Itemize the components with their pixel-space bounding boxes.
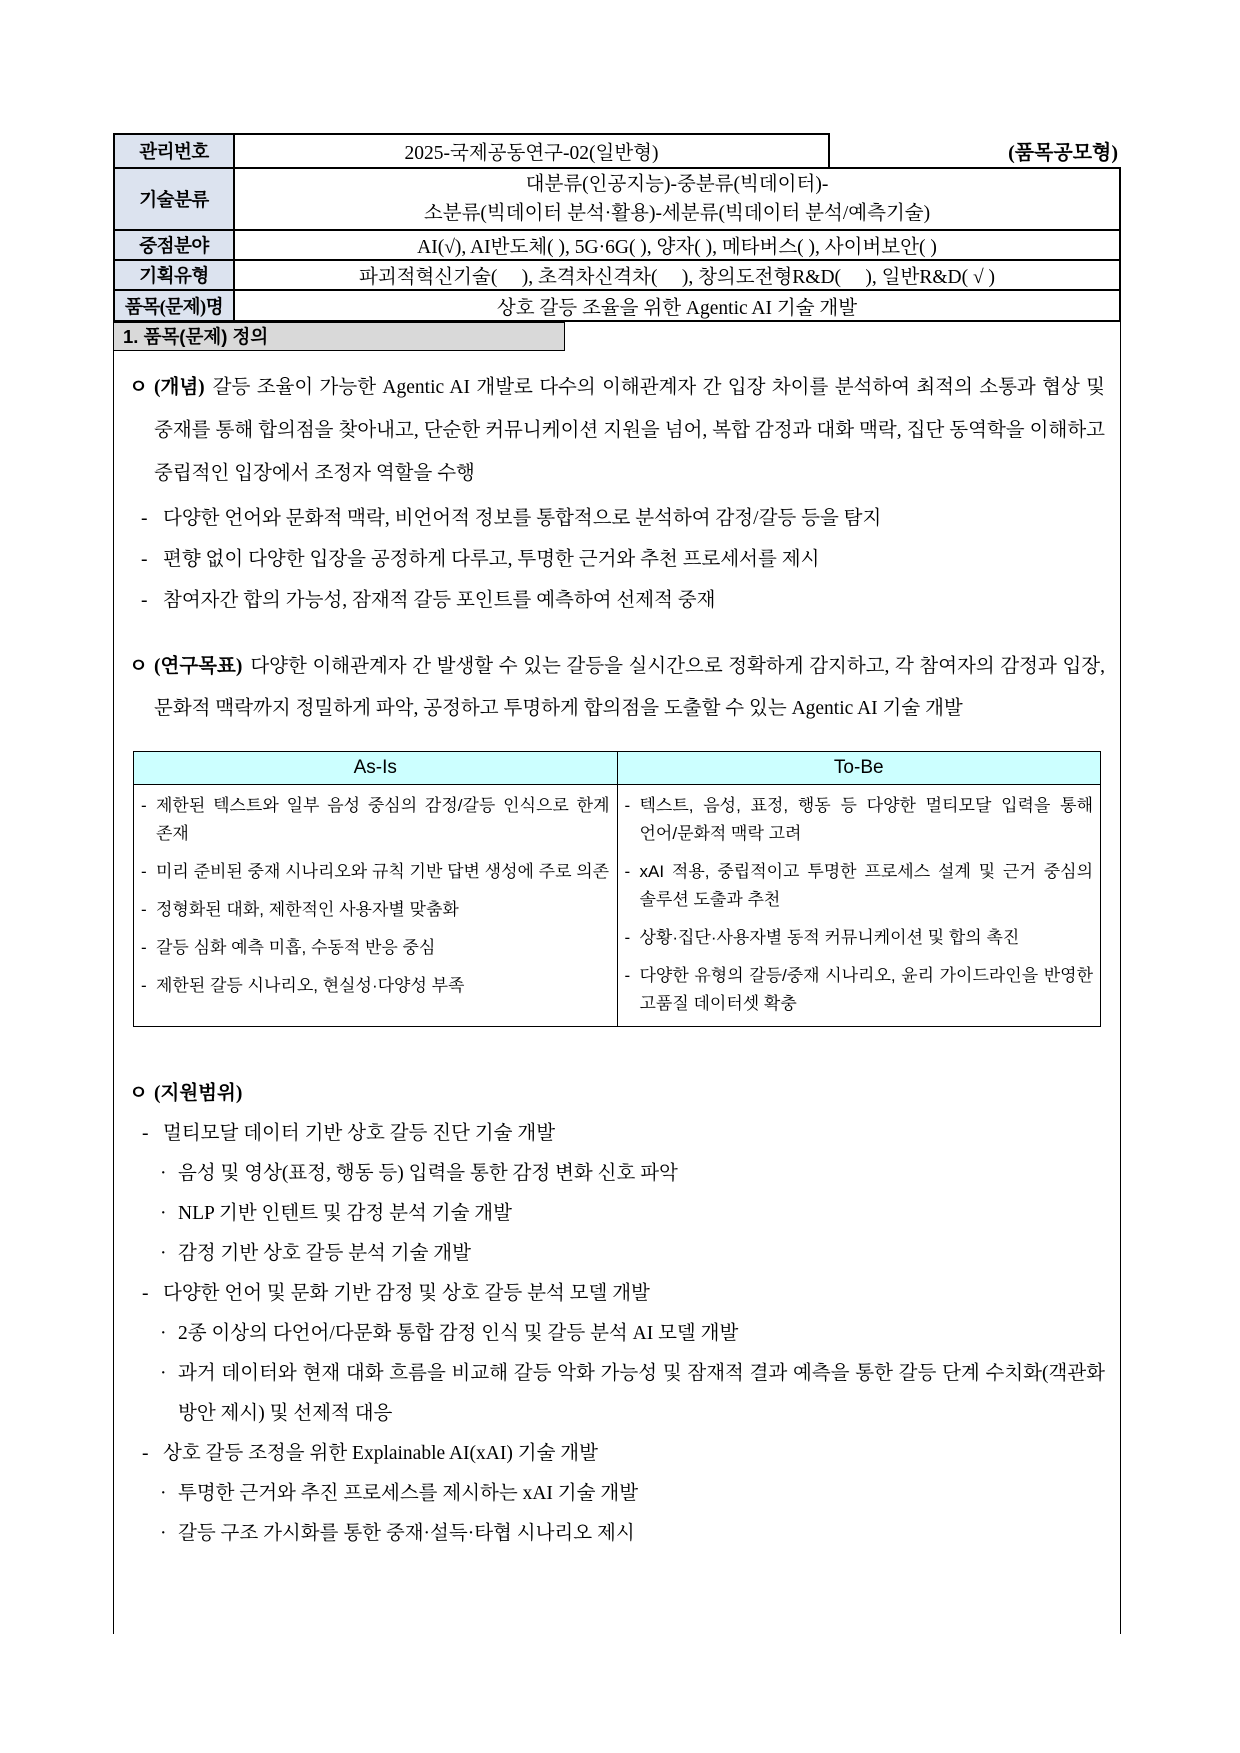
scope-group-title	[129, 1274, 1105, 1314]
dash-bullet: -	[141, 590, 148, 611]
document-content	[113, 133, 1121, 1634]
dot-bullet: ·	[160, 1363, 167, 1384]
table-row	[114, 290, 1120, 321]
tobe-item: 텍스트, 음성, 표정, 행동 등 다양한 멀티모달 입력을 통해 언어/문화적 맥락 고려	[639, 796, 1093, 843]
dash-bullet: -	[141, 862, 147, 881]
focus-area-value: AI(√), AI반도체( ), 5G·6G( ), 양자( ), 메타버스( ), 사이버보안( )	[234, 230, 1120, 260]
definition-body	[114, 366, 1120, 1554]
tech-class-label: 기술분류	[114, 168, 234, 230]
scope-group-title	[129, 1434, 1105, 1474]
dash-bullet: -	[141, 938, 147, 957]
tech-class-value	[234, 168, 1120, 230]
dot-bullet: ·	[160, 1483, 167, 1504]
scope-section	[129, 1074, 1105, 1554]
tobe-cell	[617, 785, 1101, 1027]
table-header-row	[134, 752, 1101, 785]
scope-sub-item	[129, 1514, 1105, 1554]
scope-sub-item	[129, 1154, 1105, 1194]
tobe-item: xAI 적용, 중립적이고 투명한 프로세스 설계 및 근거 중심의 솔루션 도출과 추천	[639, 862, 1093, 909]
list-item	[141, 896, 610, 924]
dash-bullet: -	[141, 976, 147, 995]
dash-bullet: -	[624, 966, 631, 985]
concept-point: 편향 없이 다양한 입장을 공정하게 다루고, 투명한 근거와 추천 프로세서를 제시	[163, 549, 820, 570]
concept-text-wrap	[154, 366, 1105, 495]
dot-bullet: ·	[160, 1243, 167, 1264]
plan-type-value: 파괴적혁신기술( ), 초격차신격차( ), 창의도전형R&D( ), 일반R&D( √ )	[234, 260, 1120, 290]
dash-bullet: -	[142, 1283, 149, 1304]
badge-item-announcement: (품목공모형)	[829, 134, 1120, 168]
asis-item: 미리 준비된 중재 시나리오와 규칙 기반 답변 생성에 주로 의존	[156, 862, 610, 881]
item-name-value: 상호 갈등 조율을 위한 Agentic AI 기술 개발	[234, 290, 1120, 321]
goal-paragraph	[129, 646, 1105, 730]
item-name-label: 품목(문제)명	[114, 290, 234, 321]
dash-bullet: -	[141, 796, 147, 815]
asis-cell	[134, 785, 618, 1027]
concept-paragraph	[129, 366, 1105, 495]
table-row	[114, 134, 1120, 168]
list-item	[141, 858, 610, 886]
list-item	[141, 972, 610, 1000]
table-row	[114, 168, 1120, 230]
goal-text: 다양한 이해관계자 간 발생할 수 있는 갈등을 실시간으로 정확하게 감지하고, 각 참여자의 감정과 입장, 문화적 맥락까지 정밀하게 파악, 공정하고 투명하게 합의점을 도출할 수 있는 Agentic AI 기술 개발	[154, 656, 1105, 719]
asis-item: 제한된 갈등 시나리오, 현실성·다양성 부족	[156, 976, 465, 995]
scope-group-text: 다양한 언어 및 문화 기반 감정 및 상호 갈등 분석 모델 개발	[163, 1283, 650, 1304]
dot-bullet: ·	[160, 1163, 167, 1184]
asis-tobe-table	[133, 751, 1101, 1027]
tobe-header: To-Be	[617, 752, 1101, 785]
section-title-bar	[113, 322, 565, 351]
concept-text: 갈등 조율이 가능한 Agentic AI 개발로 다수의 이해관계자 간 입장 차이를 분석하여 최적의 소통과 협상 및 중재를 통해 합의점을 찾아내고, 단순한 커뮤니케이션 지원을 넘어, 복합 감정과 대화 맥락, 집단 동역학을 이해하고 중립적인 입장에서 조정자 역할을 수행	[154, 377, 1105, 484]
list-item	[625, 924, 1094, 952]
mgmt-no-value: 2025-국제공동연구-02(일반형)	[234, 134, 829, 168]
scope-sub-text: 갈등 구조 가시화를 통한 중재·설득·타협 시나리오 제시	[178, 1523, 635, 1544]
circle-bullet: ㅇ	[129, 377, 148, 398]
scope-group-text: 멀티모달 데이터 기반 상호 갈등 진단 기술 개발	[163, 1123, 556, 1144]
concept-label: (개념)	[154, 377, 205, 398]
table-row	[114, 230, 1120, 260]
scope-sub-item	[129, 1314, 1105, 1354]
focus-area-label: 중점분야	[114, 230, 234, 260]
concept-point: 참여자간 합의 가능성, 잠재적 갈등 포인트를 예측하여 선제적 중재	[163, 590, 716, 611]
circle-bullet: ㅇ	[129, 1083, 148, 1104]
scope-group-title	[129, 1114, 1105, 1154]
section-title: 1. 품목(문제) 정의	[123, 326, 269, 347]
concept-point-list	[129, 498, 1105, 621]
scope-sub-text: NLP 기반 인텐트 및 감정 분석 기술 개발	[178, 1203, 512, 1224]
circle-bullet: ㅇ	[129, 656, 148, 677]
list-item	[141, 580, 1105, 621]
list-item	[141, 498, 1105, 539]
scope-sub-text: 음성 및 영상(표정, 행동 등) 입력을 통한 감정 변화 신호 파악	[178, 1163, 678, 1184]
definition-box	[113, 322, 1121, 1634]
mgmt-no-label: 관리번호	[114, 134, 234, 168]
scope-label: (지원범위)	[154, 1083, 243, 1104]
list-item	[141, 934, 610, 962]
dash-bullet: -	[142, 1443, 149, 1464]
tobe-item: 상황·집단·사용자별 동적 커뮤니케이션 및 합의 촉진	[639, 928, 1020, 947]
dash-bullet: -	[141, 900, 147, 919]
list-item	[625, 858, 1094, 914]
scope-sub-text: 감정 기반 상호 갈등 분석 기술 개발	[178, 1243, 471, 1264]
table-row	[114, 260, 1120, 290]
asis-item: 갈등 심화 예측 미흡, 수동적 반응 중심	[156, 938, 436, 957]
asis-item: 제한된 텍스트와 일부 음성 중심의 감정/갈등 인식으로 한계 존재	[156, 796, 610, 843]
dash-bullet: -	[624, 928, 631, 947]
scope-sub-item	[129, 1194, 1105, 1234]
dot-bullet: ·	[160, 1323, 167, 1344]
scope-sub-item	[129, 1354, 1105, 1434]
tech-class-line2: 소분류(빅데이터 분석·활용)-세분류(빅데이터 분석/예측기술)	[423, 203, 931, 224]
table-body-row	[134, 785, 1101, 1027]
scope-sub-item	[129, 1474, 1105, 1514]
scope-sub-text: 2종 이상의 다언어/다문화 통합 감정 인식 및 갈등 분석 AI 모델 개발	[178, 1323, 739, 1344]
scope-sub-text: 투명한 근거와 추진 프로세스를 제시하는 xAI 기술 개발	[178, 1483, 639, 1504]
dot-bullet: ·	[160, 1523, 167, 1544]
scope-header	[129, 1074, 1105, 1114]
header-table	[113, 133, 1121, 322]
goal-text-wrap	[154, 646, 1105, 730]
dash-bullet: -	[624, 862, 631, 881]
list-item	[141, 539, 1105, 580]
dash-bullet: -	[142, 1123, 149, 1144]
scope-group-text: 상호 갈등 조정을 위한 Explainable AI(xAI) 기술 개발	[163, 1443, 598, 1464]
dash-bullet: -	[141, 508, 148, 529]
concept-point: 다양한 언어와 문화적 맥락, 비언어적 정보를 통합적으로 분석하여 감정/갈등 등을 탐지	[163, 508, 882, 529]
plan-type-label: 기획유형	[114, 260, 234, 290]
list-item	[141, 792, 610, 848]
tech-class-line1: 대분류(인공지능)-중분류(빅데이터)-	[525, 174, 829, 195]
asis-header: As-Is	[134, 752, 618, 785]
list-item	[625, 962, 1094, 1018]
list-item	[625, 792, 1094, 848]
asis-item: 정형화된 대화, 제한적인 사용자별 맞춤화	[156, 900, 459, 919]
scope-sub-text: 과거 데이터와 현재 대화 흐름을 비교해 갈등 악화 가능성 및 잠재적 결과 예측을 통한 갈등 단계 수치화(객관화 방안 제시) 및 선제적 대응	[178, 1363, 1105, 1424]
tobe-item: 다양한 유형의 갈등/중재 시나리오, 윤리 가이드라인을 반영한 고품질 데이터셋 확충	[639, 966, 1093, 1013]
dash-bullet: -	[141, 549, 148, 570]
dot-bullet: ·	[160, 1203, 167, 1224]
dash-bullet: -	[624, 796, 631, 815]
scope-sub-item	[129, 1234, 1105, 1274]
goal-label: (연구목표)	[154, 656, 243, 677]
